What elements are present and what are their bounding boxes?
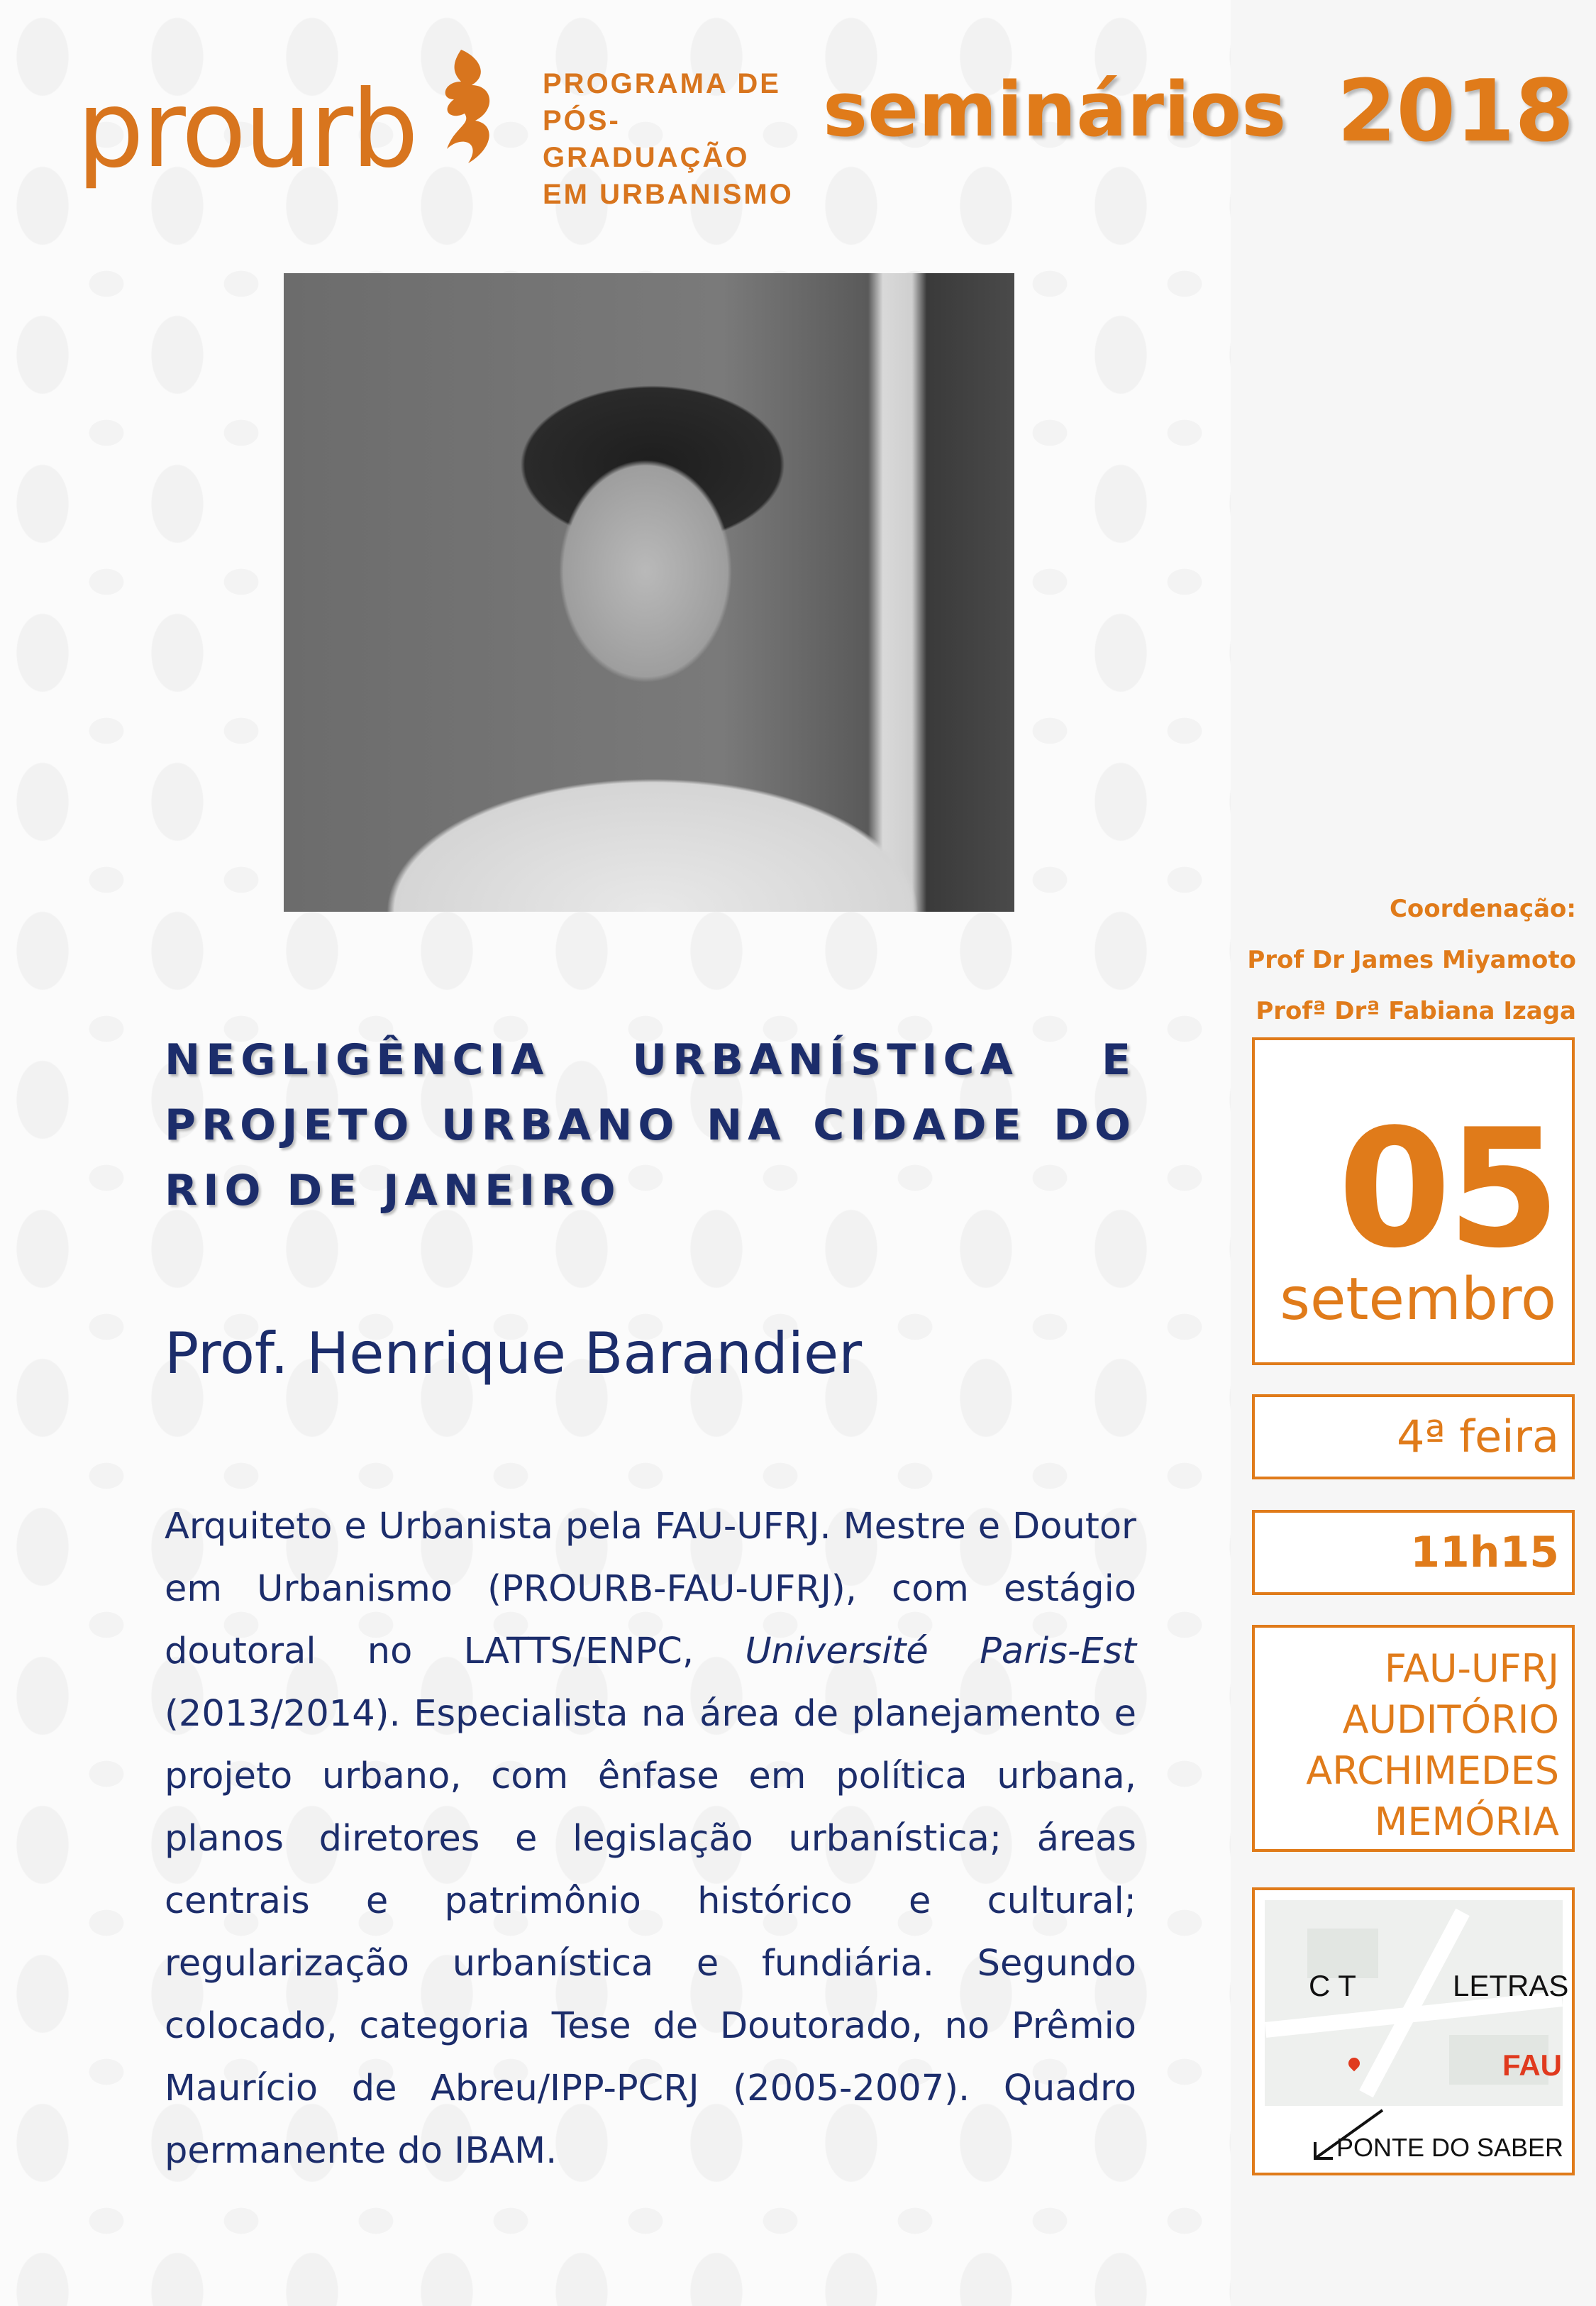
coordinator-2: Profª Drª Fabiana Izaga — [1256, 997, 1576, 1025]
weekday-box: 4ª feira — [1252, 1394, 1575, 1479]
speaker-bio — [165, 1496, 1136, 2183]
coordination-label: Coordenação: — [1389, 895, 1576, 923]
map-label-fau: FAU — [1502, 2048, 1562, 2082]
speaker-name: Prof. Henrique Barandier — [165, 1320, 863, 1386]
flame-logo-icon — [411, 43, 511, 170]
program-line-3: EM URBANISMO — [543, 179, 794, 210]
date-box — [1252, 1037, 1575, 1365]
coordination-block — [1247, 883, 1576, 1037]
bio-part-3: (2013/2014). Especialista na área de planejamento e projeto urbano, com ênfase em política urbana, planos diretores e legislação urbanística; áreas centrais e patrimônio histórico e cultural; regularização urbanística e fundiária. Segundo colocado, categoria Tese de Doutorado, no Prêmio Maurício de Abreu/IPP-PCRJ (2005-2007). Quadro permanente do IBAM. — [165, 1693, 1136, 2172]
venue-box — [1252, 1625, 1575, 1852]
bio-part-2-italic: Université Paris-Est — [745, 1631, 1136, 1672]
venue-line-2: AUDITÓRIO — [1342, 1697, 1559, 1742]
program-name — [543, 65, 812, 213]
program-line-2: PÓS-GRADUAÇÃO — [543, 105, 750, 173]
venue-line-1: FAU-UFRJ — [1384, 1646, 1559, 1691]
bio-part-1: Arquiteto e Urbanista pela FAU-UFRJ. Mestre e Doutor em Urbanismo (PROURB-FAU-UFRJ), com estágio doutoral no LATTS/ENPC, — [165, 1506, 1136, 1672]
map-pin-icon — [1346, 2056, 1363, 2072]
prourb-logo-text: prourb — [77, 68, 417, 192]
venue-line-4: MEMÓRIA — [1374, 1799, 1559, 1844]
program-line-1: PROGRAMA DE — [543, 68, 781, 99]
map-area — [1265, 1900, 1569, 2106]
time-box: 11h15 — [1252, 1510, 1575, 1595]
map-label-letras: LETRAS — [1453, 1969, 1569, 2002]
series-year: 2018 — [1337, 62, 1574, 161]
venue-line-3: ARCHIMEDES — [1306, 1748, 1559, 1793]
coordinator-1: Prof Dr James Miyamoto — [1247, 946, 1576, 974]
event-month: setembro — [1280, 1266, 1556, 1333]
speaker-photo — [284, 273, 1014, 912]
series-title: seminários — [823, 66, 1287, 153]
talk-title: NEGLIGÊNCIA URBANÍSTICA E PROJETO URBANO NA CIDADE DO RIO DE JANEIRO — [165, 1035, 1136, 1215]
map-label-bridge: PONTE DO SABER — [1336, 2133, 1563, 2162]
event-day: 05 — [1337, 1095, 1556, 1284]
map-label-ct: C T — [1309, 1969, 1356, 2002]
location-map — [1252, 1887, 1575, 2175]
